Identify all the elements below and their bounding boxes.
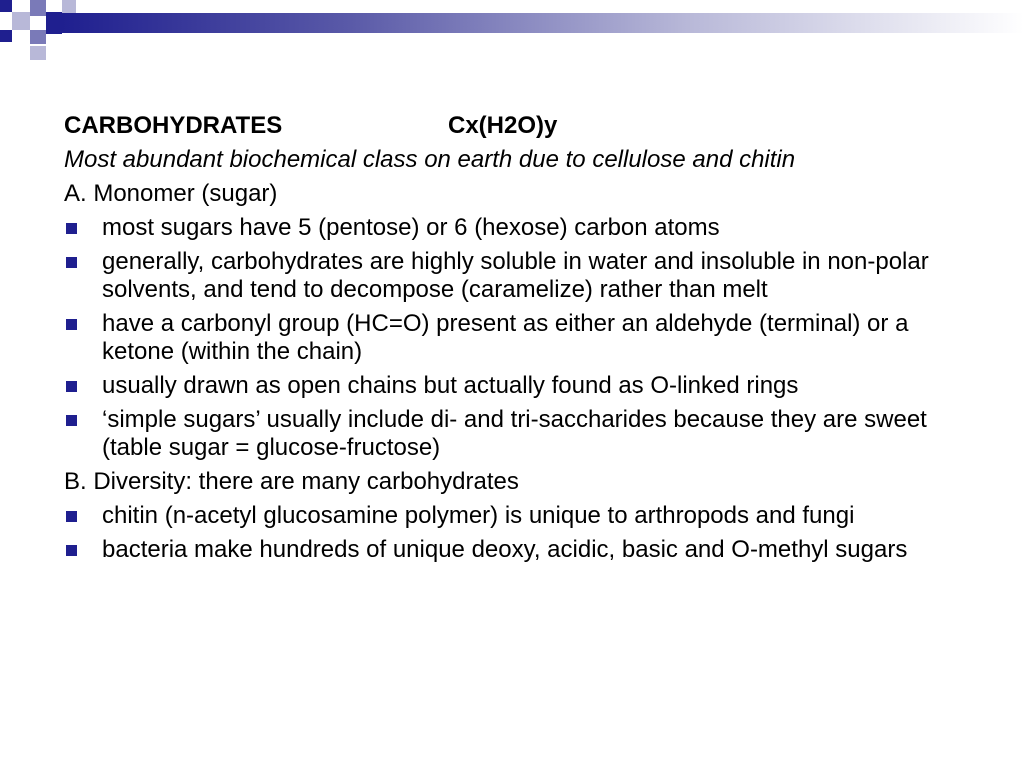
bullet-text: generally, carbohydrates are highly soluble in water and insoluble in non-polar solvents, and tend to decompose (caramelize) rather than melt [102,248,929,303]
bullet-text: most sugars have 5 (pentose) or 6 (hexose) carbon atoms [102,214,720,241]
square-bullet-icon [66,223,77,234]
decor-square [62,0,76,13]
slide-title: CARBOHYDRATES [64,112,283,139]
bullet-text: bacteria make hundreds of unique deoxy, acidic, basic and O-methyl sugars [102,536,908,563]
bullet-text: ‘simple sugars’ usually include di- and tri-saccharides because they are sweet (table sugar = glucose-fructose) [102,406,927,461]
decor-square [30,0,46,16]
slide-title-row [64,112,974,140]
bullet-text: usually drawn as open chains but actually found as O-linked rings [102,372,799,399]
slide-subtitle: Most abundant biochemical class on earth due to cellulose and chitin [64,146,796,173]
decor-square [0,30,12,42]
decor-square [12,12,30,30]
list-item [64,248,974,304]
list-item [64,372,974,400]
decor-square [30,46,46,60]
list-item [64,502,974,530]
square-bullet-icon [66,415,77,426]
section-heading-a: A. Monomer (sugar) [64,180,278,207]
gradient-bar [62,13,1024,33]
header-decoration [0,0,1024,70]
section-heading-b: B. Diversity: there are many carbohydrates [64,468,519,495]
square-bullet-icon [66,257,77,268]
slide-formula: Cx(H2O)y [448,112,558,139]
decor-square [46,12,62,34]
square-bullet-icon [66,381,77,392]
bullet-text: chitin (n-acetyl glucosamine polymer) is unique to arthropods and fungi [102,502,855,529]
list-item [64,214,974,242]
list-item [64,536,974,564]
bullet-text: have a carbonyl group (HC=O) present as either an aldehyde (terminal) or a ketone (within the chain) [102,310,909,365]
slide-content [64,112,974,570]
decor-square [0,0,12,12]
list-item [64,406,974,462]
decor-square [30,30,46,44]
square-bullet-icon [66,319,77,330]
square-bullet-icon [66,511,77,522]
square-bullet-icon [66,545,77,556]
list-item [64,310,974,366]
